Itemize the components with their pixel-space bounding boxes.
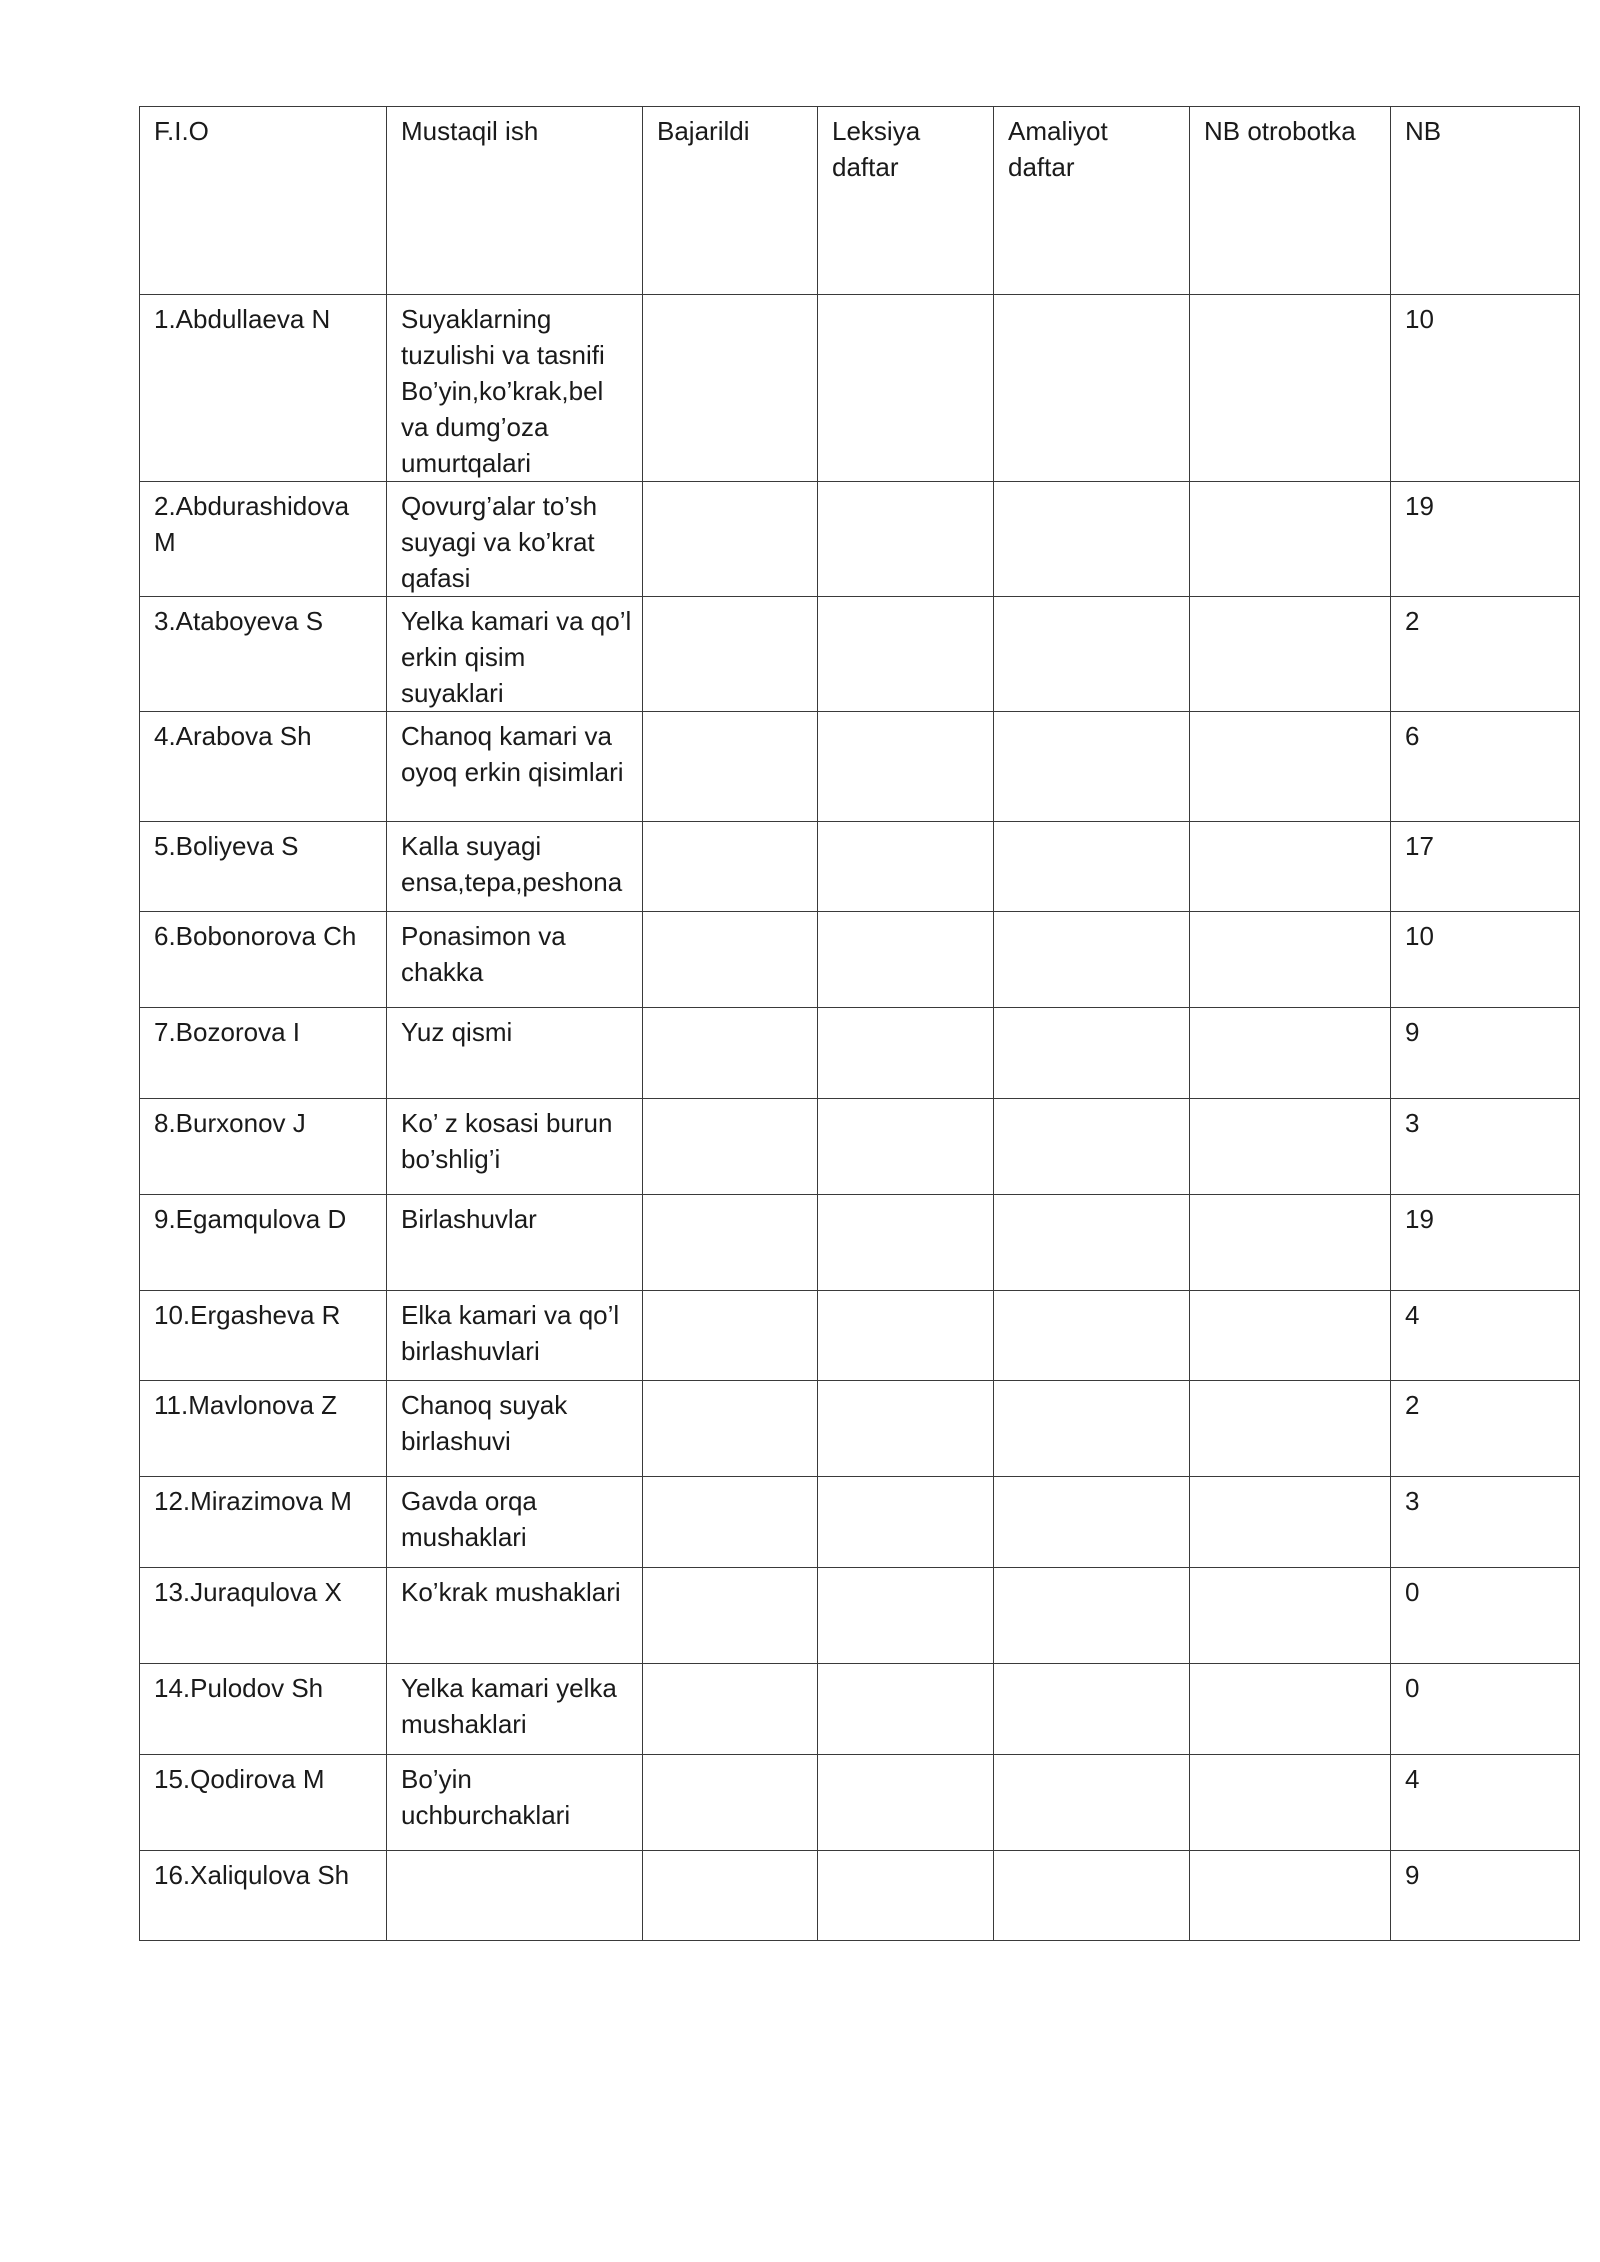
amaliyot-daftar-cell	[994, 1381, 1190, 1477]
bajarildi-cell	[643, 597, 818, 712]
student-name-cell: 15.Qodirova M	[140, 1755, 387, 1851]
table-row	[140, 1755, 1580, 1851]
bajarildi-cell	[643, 822, 818, 912]
student-name-cell: 10.Ergasheva R	[140, 1291, 387, 1381]
task-cell: Yelka kamari va qo’l erkin qisim suyaklari	[387, 597, 643, 712]
leksiya-daftar-cell	[818, 295, 994, 482]
leksiya-daftar-cell	[818, 1008, 994, 1099]
table-row	[140, 1381, 1580, 1477]
leksiya-daftar-cell	[818, 912, 994, 1008]
header-mustaqil-ish: Mustaqil ish	[387, 107, 643, 295]
leksiya-daftar-cell	[818, 1755, 994, 1851]
bajarildi-cell	[643, 1099, 818, 1195]
student-name-cell: 1.Abdullaeva N	[140, 295, 387, 482]
task-cell: Suyaklarning tuzulishi va tasnifi Bo’yin,ko’krak,bel va dumg’oza umurtqalari	[387, 295, 643, 482]
task-cell: Ponasimon va chakka	[387, 912, 643, 1008]
task-cell: Kalla suyagi ensa,tepa,peshona	[387, 822, 643, 912]
amaliyot-daftar-cell	[994, 822, 1190, 912]
leksiya-daftar-cell	[818, 597, 994, 712]
nb-cell: 10	[1391, 912, 1580, 1008]
leksiya-daftar-cell	[818, 712, 994, 822]
table-row	[140, 1477, 1580, 1568]
student-name-cell: 12.Mirazimova M	[140, 1477, 387, 1568]
task-cell: Gavda orqa mushaklari	[387, 1477, 643, 1568]
table-row	[140, 1195, 1580, 1291]
header-nb-otrobotka: NB otrobotka	[1190, 107, 1391, 295]
table-row	[140, 822, 1580, 912]
header-leksiya-daftar: Leksiya daftar	[818, 107, 994, 295]
student-name-cell: 3.Ataboyeva S	[140, 597, 387, 712]
bajarildi-cell	[643, 1568, 818, 1664]
nb-otrobotka-cell	[1190, 597, 1391, 712]
amaliyot-daftar-cell	[994, 1291, 1190, 1381]
nb-cell: 3	[1391, 1099, 1580, 1195]
nb-otrobotka-cell	[1190, 1291, 1391, 1381]
header-row	[140, 107, 1580, 295]
nb-otrobotka-cell	[1190, 1851, 1391, 1941]
bajarildi-cell	[643, 482, 818, 597]
bajarildi-cell	[643, 1195, 818, 1291]
amaliyot-daftar-cell	[994, 1755, 1190, 1851]
task-cell: Yuz qismi	[387, 1008, 643, 1099]
task-cell: Chanoq suyak birlashuvi	[387, 1381, 643, 1477]
table-row	[140, 1008, 1580, 1099]
table-row	[140, 1851, 1580, 1941]
leksiya-daftar-cell	[818, 1195, 994, 1291]
task-cell	[387, 1851, 643, 1941]
bajarildi-cell	[643, 1381, 818, 1477]
leksiya-daftar-cell	[818, 1381, 994, 1477]
nb-otrobotka-cell	[1190, 1755, 1391, 1851]
amaliyot-daftar-cell	[994, 1568, 1190, 1664]
nb-cell: 4	[1391, 1291, 1580, 1381]
table-row	[140, 597, 1580, 712]
amaliyot-daftar-cell	[994, 597, 1190, 712]
nb-cell: 10	[1391, 295, 1580, 482]
leksiya-daftar-cell	[818, 1291, 994, 1381]
nb-cell: 6	[1391, 712, 1580, 822]
bajarildi-cell	[643, 712, 818, 822]
task-cell: Elka kamari va qo’l birlashuvlari	[387, 1291, 643, 1381]
header-nb: NB	[1391, 107, 1580, 295]
bajarildi-cell	[643, 1291, 818, 1381]
table-row	[140, 712, 1580, 822]
amaliyot-daftar-cell	[994, 295, 1190, 482]
header-bajarildi: Bajarildi	[643, 107, 818, 295]
leksiya-daftar-cell	[818, 1477, 994, 1568]
student-name-cell: 9.Egamqulova D	[140, 1195, 387, 1291]
amaliyot-daftar-cell	[994, 1008, 1190, 1099]
amaliyot-daftar-cell	[994, 1195, 1190, 1291]
nb-otrobotka-cell	[1190, 1477, 1391, 1568]
bajarildi-cell	[643, 295, 818, 482]
student-name-cell: 6.Bobonorova Ch	[140, 912, 387, 1008]
attendance-table	[139, 106, 1580, 1941]
nb-otrobotka-cell	[1190, 1381, 1391, 1477]
amaliyot-daftar-cell	[994, 1851, 1190, 1941]
nb-cell: 0	[1391, 1664, 1580, 1755]
nb-otrobotka-cell	[1190, 1195, 1391, 1291]
nb-cell: 17	[1391, 822, 1580, 912]
bajarildi-cell	[643, 1851, 818, 1941]
nb-cell: 9	[1391, 1008, 1580, 1099]
student-name-cell: 7.Bozorova I	[140, 1008, 387, 1099]
bajarildi-cell	[643, 1755, 818, 1851]
nb-otrobotka-cell	[1190, 1099, 1391, 1195]
task-cell: Chanoq kamari va oyoq erkin qisimlari	[387, 712, 643, 822]
student-name-cell: 14.Pulodov Sh	[140, 1664, 387, 1755]
nb-otrobotka-cell	[1190, 1664, 1391, 1755]
bajarildi-cell	[643, 1008, 818, 1099]
bajarildi-cell	[643, 912, 818, 1008]
student-name-cell: 11.Mavlonova Z	[140, 1381, 387, 1477]
nb-otrobotka-cell	[1190, 712, 1391, 822]
student-name-cell: 2.Abdurashidova M	[140, 482, 387, 597]
nb-cell: 19	[1391, 482, 1580, 597]
nb-cell: 0	[1391, 1568, 1580, 1664]
nb-otrobotka-cell	[1190, 1568, 1391, 1664]
nb-otrobotka-cell	[1190, 1008, 1391, 1099]
header-fio: F.I.O	[140, 107, 387, 295]
task-cell: Qovurg’alar to’sh suyagi va ko’krat qafasi	[387, 482, 643, 597]
table-row	[140, 1291, 1580, 1381]
amaliyot-daftar-cell	[994, 1477, 1190, 1568]
task-cell: Yelka kamari yelka mushaklari	[387, 1664, 643, 1755]
table-row	[140, 912, 1580, 1008]
table-row	[140, 1568, 1580, 1664]
table-row	[140, 295, 1580, 482]
nb-cell: 3	[1391, 1477, 1580, 1568]
student-name-cell: 4.Arabova Sh	[140, 712, 387, 822]
task-cell: Ko’ z kosasi burun bo’shlig’i	[387, 1099, 643, 1195]
nb-cell: 2	[1391, 597, 1580, 712]
nb-cell: 2	[1391, 1381, 1580, 1477]
leksiya-daftar-cell	[818, 1099, 994, 1195]
nb-cell: 19	[1391, 1195, 1580, 1291]
nb-otrobotka-cell	[1190, 482, 1391, 597]
nb-otrobotka-cell	[1190, 912, 1391, 1008]
amaliyot-daftar-cell	[994, 1099, 1190, 1195]
table-row	[140, 1099, 1580, 1195]
amaliyot-daftar-cell	[994, 912, 1190, 1008]
bajarildi-cell	[643, 1477, 818, 1568]
task-cell: Birlashuvlar	[387, 1195, 643, 1291]
nb-otrobotka-cell	[1190, 822, 1391, 912]
task-cell: Ko’krak mushaklari	[387, 1568, 643, 1664]
amaliyot-daftar-cell	[994, 1664, 1190, 1755]
table-row	[140, 1664, 1580, 1755]
task-cell: Bo’yin uchburchaklari	[387, 1755, 643, 1851]
bajarildi-cell	[643, 1664, 818, 1755]
leksiya-daftar-cell	[818, 1851, 994, 1941]
nb-cell: 9	[1391, 1851, 1580, 1941]
header-amaliyot-daftar: Amaliyot daftar	[994, 107, 1190, 295]
leksiya-daftar-cell	[818, 482, 994, 597]
leksiya-daftar-cell	[818, 1568, 994, 1664]
leksiya-daftar-cell	[818, 822, 994, 912]
nb-cell: 4	[1391, 1755, 1580, 1851]
amaliyot-daftar-cell	[994, 482, 1190, 597]
student-name-cell: 5.Boliyeva S	[140, 822, 387, 912]
leksiya-daftar-cell	[818, 1664, 994, 1755]
table-row	[140, 482, 1580, 597]
student-name-cell: 13.Juraqulova X	[140, 1568, 387, 1664]
nb-otrobotka-cell	[1190, 295, 1391, 482]
student-name-cell: 16.Xaliqulova Sh	[140, 1851, 387, 1941]
amaliyot-daftar-cell	[994, 712, 1190, 822]
student-name-cell: 8.Burxonov J	[140, 1099, 387, 1195]
